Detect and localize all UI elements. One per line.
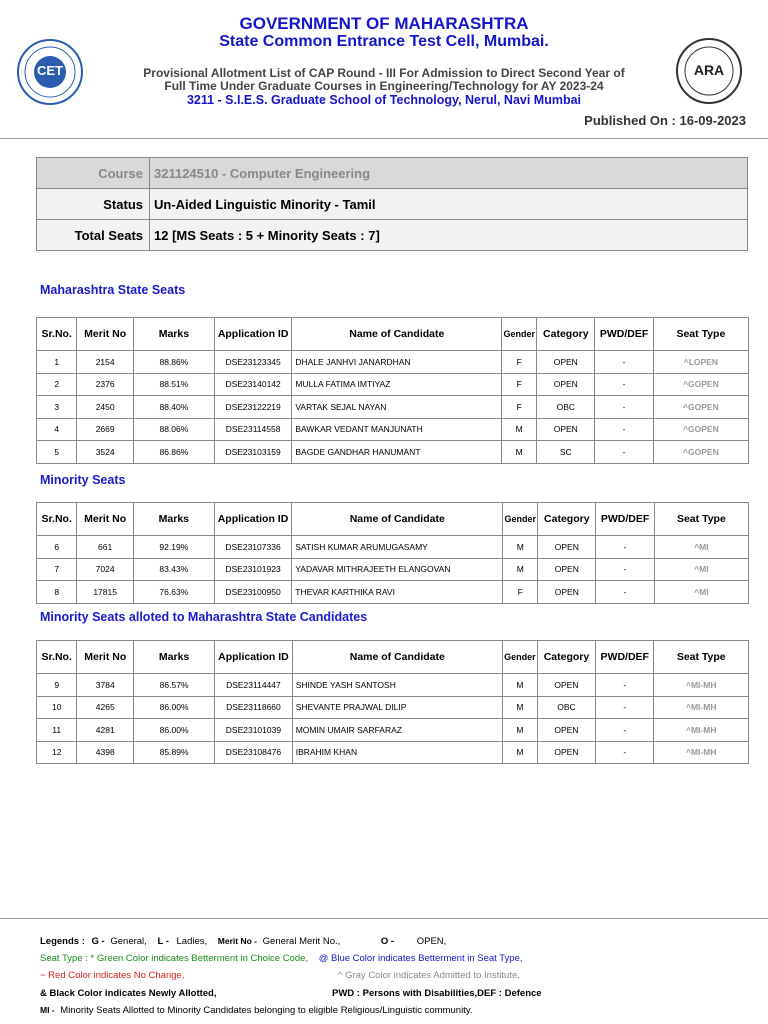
column-header-category: Category [537, 641, 595, 674]
table-row [37, 719, 749, 742]
cell-pwd-def: - [595, 441, 653, 464]
cell-seat-type: ^MI-MH [654, 741, 749, 764]
cell-marks: 86.00% [134, 696, 215, 719]
section-title-minority-ms: Minority Seats alloted to Maharashtra State Candidates [40, 610, 368, 624]
column-header-merit-no: Merit No [77, 641, 134, 674]
section-title-minority: Minority Seats [40, 473, 126, 487]
legend-pwd: PWD : Persons with Disabilities,DEF : Defence [332, 988, 542, 999]
info-label: Status [37, 189, 150, 220]
cell-seat-type: ^GOPEN [653, 418, 748, 441]
legend-mi-key: MI - [40, 1005, 55, 1015]
cell-application-id: DSE23118660 [215, 696, 293, 719]
cell-marks: 85.89% [134, 741, 215, 764]
cell-gender: M [502, 696, 537, 719]
cell-merit-no: 3524 [77, 441, 134, 464]
legend-row-1 [40, 936, 446, 947]
cell-merit-no: 3784 [77, 674, 134, 697]
cell-application-id: DSE23123345 [214, 351, 292, 374]
cell-merit-no: 17815 [77, 581, 134, 604]
cell-pwd-def: - [596, 719, 654, 742]
info-row-total-seats [37, 220, 748, 251]
ara-logo-text: ARA [693, 62, 725, 78]
legend-l-val: Ladies, [176, 936, 208, 947]
cell-gender: M [502, 441, 537, 464]
column-header-marks: Marks [133, 503, 214, 536]
table-header-row [37, 641, 749, 674]
cell-seat-type: ^MI-MH [654, 719, 749, 742]
legend-o-val: OPEN, [416, 936, 447, 947]
cell-category: OBC [537, 396, 595, 419]
legend-merit-key: Merit No - [217, 936, 257, 946]
cell-sr-no: 12 [37, 741, 77, 764]
cell-category: OPEN [537, 373, 595, 396]
cell-category: OPEN [537, 741, 595, 764]
legend-g-val: General, [110, 936, 147, 947]
table-header-row [37, 503, 749, 536]
cell-gender: F [502, 373, 537, 396]
cell-gender: M [502, 674, 537, 697]
header-allotment-list: Provisional Allotment List of CAP Round - III For Admission to Direct Second Year of [143, 66, 625, 80]
cell-candidate-name: SATISH KUMAR ARUMUGASAMY [292, 536, 503, 559]
cell-marks: 86.86% [133, 441, 214, 464]
column-header-marks: Marks [134, 641, 215, 674]
cell-category: OPEN [537, 351, 595, 374]
cell-application-id: DSE23100950 [214, 581, 291, 604]
cell-sr-no: 6 [37, 536, 77, 559]
legend-o-key: O - [380, 936, 395, 947]
cell-candidate-name: DHALE JANHVI JANARDHAN [292, 351, 502, 374]
cell-marks: 86.57% [134, 674, 215, 697]
legend-green: Seat Type : * Green Color indicates Betterment in Choice Code, [40, 953, 309, 964]
column-header-candidate-name: Name of Candidate [292, 641, 502, 674]
info-row-course [37, 158, 748, 189]
column-header-gender: Gender [502, 318, 537, 351]
cell-merit-no: 4265 [77, 696, 134, 719]
cell-candidate-name: BAGDE GANDHAR HANUMANT [292, 441, 502, 464]
cell-sr-no: 2 [37, 373, 77, 396]
cell-gender: M [503, 536, 538, 559]
column-header-application-id: Application ID [215, 641, 293, 674]
table-header-row [37, 318, 749, 351]
column-header-category: Category [538, 503, 596, 536]
cell-seat-type: ^GOPEN [653, 373, 748, 396]
info-label: Total Seats [37, 220, 150, 251]
cell-seat-type: ^MI [654, 558, 748, 581]
cell-seat-type: ^MI [654, 536, 748, 559]
header-courses: Full Time Under Graduate Courses in Engineering/Technology for AY 2023-24 [164, 79, 604, 93]
footer-divider [0, 918, 768, 919]
cell-application-id: DSE23140142 [214, 373, 292, 396]
info-label: Course [37, 158, 150, 189]
table-row [37, 351, 749, 374]
column-header-candidate-name: Name of Candidate [292, 318, 502, 351]
cell-seat-type: ^LOPEN [653, 351, 748, 374]
cell-pwd-def: - [595, 396, 653, 419]
info-value: 321124510 - Computer Engineering [150, 158, 748, 189]
table-row [37, 418, 749, 441]
cell-candidate-name: YADAVAR MITHRAJEETH ELANGOVAN [292, 558, 503, 581]
cell-application-id: DSE23101039 [215, 719, 293, 742]
cell-seat-type: ^MI-MH [654, 696, 749, 719]
cell-marks: 88.40% [133, 396, 214, 419]
cell-application-id: DSE23122219 [214, 396, 292, 419]
cell-merit-no: 4398 [77, 741, 134, 764]
cell-category: OPEN [538, 581, 596, 604]
cell-seat-type: ^MI-MH [654, 674, 749, 697]
table-row [37, 696, 749, 719]
table-row [37, 536, 749, 559]
cet-logo-text: CET [37, 63, 63, 78]
cell-sr-no: 7 [37, 558, 77, 581]
cell-merit-no: 4281 [77, 719, 134, 742]
ms-seats-table [36, 317, 749, 464]
column-header-gender: Gender [502, 641, 537, 674]
legend-red: ~ Red Color indicates No Change, [40, 970, 185, 981]
cell-application-id: DSE23114447 [215, 674, 293, 697]
cell-merit-no: 2376 [77, 373, 134, 396]
legend-label: Legends : [40, 936, 85, 947]
legend-merit-val: General Merit No., [262, 936, 341, 947]
cell-sr-no: 3 [37, 396, 77, 419]
cell-application-id: DSE23108476 [215, 741, 293, 764]
legend-row-5 [40, 1005, 473, 1016]
header-government: GOVERNMENT OF MAHARASHTRA [239, 14, 529, 33]
cell-pwd-def: - [596, 581, 654, 604]
cell-pwd-def: - [596, 558, 654, 581]
legend-row-4 [40, 988, 542, 999]
column-header-seat-type: Seat Type [654, 641, 749, 674]
cell-merit-no: 661 [77, 536, 134, 559]
table-row [37, 674, 749, 697]
cell-candidate-name: BAWKAR VEDANT MANJUNATH [292, 418, 502, 441]
cell-merit-no: 7024 [77, 558, 134, 581]
column-header-gender: Gender [503, 503, 538, 536]
cell-pwd-def: - [595, 418, 653, 441]
cell-pwd-def: - [595, 351, 653, 374]
column-header-application-id: Application ID [214, 503, 291, 536]
cell-application-id: DSE23107336 [214, 536, 291, 559]
header-divider [0, 138, 768, 139]
header-cell: State Common Entrance Test Cell, Mumbai. [219, 33, 549, 50]
info-row-status [37, 189, 748, 220]
column-header-seat-type: Seat Type [654, 503, 748, 536]
cell-marks: 88.86% [133, 351, 214, 374]
section-title-ms: Maharashtra State Seats [40, 283, 186, 297]
cell-sr-no: 9 [37, 674, 77, 697]
cell-sr-no: 1 [37, 351, 77, 374]
cell-marks: 88.06% [133, 418, 214, 441]
cell-category: SC [537, 441, 595, 464]
column-header-pwd-def: PWD/DEF [596, 641, 654, 674]
table-row [37, 741, 749, 764]
legend-blue: @ Blue Color indicates Betterment in Seat Type, [318, 953, 523, 964]
legend-l-key: L - [157, 936, 169, 947]
cell-category: OPEN [537, 719, 595, 742]
legend-grey: ^ Gray Color indicates Admitted to Institute, [338, 970, 520, 981]
cell-merit-no: 2669 [77, 418, 134, 441]
column-header-sr-no: Sr.No. [37, 503, 77, 536]
cell-gender: M [503, 558, 538, 581]
cell-candidate-name: VARTAK SEJAL NAYAN [292, 396, 502, 419]
legend-row-2 [40, 953, 523, 964]
cell-candidate-name: SHEVANTE PRAJWAL DILIP [292, 696, 502, 719]
column-header-merit-no: Merit No [77, 503, 134, 536]
cell-pwd-def: - [596, 696, 654, 719]
cell-seat-type: ^MI [654, 581, 748, 604]
column-header-seat-type: Seat Type [653, 318, 748, 351]
cell-pwd-def: - [596, 741, 654, 764]
column-header-marks: Marks [133, 318, 214, 351]
cell-category: OPEN [537, 674, 595, 697]
info-value: Un-Aided Linguistic Minority - Tamil [150, 189, 748, 220]
cell-application-id: DSE23114558 [214, 418, 292, 441]
cell-seat-type: ^GOPEN [653, 396, 748, 419]
column-header-candidate-name: Name of Candidate [292, 503, 503, 536]
table-row [37, 441, 749, 464]
cell-sr-no: 11 [37, 719, 77, 742]
cell-merit-no: 2450 [77, 396, 134, 419]
legend-row-3 [40, 970, 520, 981]
legend-g-key: G - [91, 936, 105, 947]
cell-marks: 86.00% [134, 719, 215, 742]
cell-category: OPEN [538, 558, 596, 581]
cell-candidate-name: IBRAHIM KHAN [292, 741, 502, 764]
column-header-sr-no: Sr.No. [37, 641, 77, 674]
cell-sr-no: 10 [37, 696, 77, 719]
minority-ms-seats-table [36, 640, 749, 764]
cell-candidate-name: MOMIN UMAIR SARFARAZ [292, 719, 502, 742]
column-header-category: Category [537, 318, 595, 351]
column-header-pwd-def: PWD/DEF [596, 503, 654, 536]
cell-category: OBC [537, 696, 595, 719]
legend-black: & Black Color indicates Newly Allotted, [40, 988, 217, 999]
cell-pwd-def: - [595, 373, 653, 396]
cell-gender: F [502, 351, 537, 374]
table-row [37, 581, 749, 604]
table-row [37, 558, 749, 581]
info-value: 12 [MS Seats : 5 + Minority Seats : 7] [150, 220, 748, 251]
published-date: Published On : 16-09-2023 [584, 113, 746, 128]
cell-pwd-def: - [596, 536, 654, 559]
cell-gender: F [503, 581, 538, 604]
cell-marks: 76.63% [133, 581, 214, 604]
legend-mi-val: Minority Seats Allotted to Minority Candidates belonging to eligible Religious/Linguistic community. [60, 1005, 473, 1016]
cell-candidate-name: MULLA FATIMA IMTIYAZ [292, 373, 502, 396]
cell-category: OPEN [537, 418, 595, 441]
header-institute: 3211 - S.I.E.S. Graduate School of Technology, Nerul, Navi Mumbai [186, 93, 582, 107]
cell-gender: M [502, 741, 537, 764]
cell-gender: F [502, 396, 537, 419]
cell-marks: 88.51% [133, 373, 214, 396]
cell-application-id: DSE23101923 [214, 558, 291, 581]
cell-marks: 83.43% [133, 558, 214, 581]
cell-sr-no: 5 [37, 441, 77, 464]
cell-merit-no: 2154 [77, 351, 134, 374]
cell-application-id: DSE23103159 [214, 441, 292, 464]
cell-gender: M [502, 719, 537, 742]
cell-candidate-name: SHINDE YASH SANTOSH [292, 674, 502, 697]
column-header-pwd-def: PWD/DEF [595, 318, 653, 351]
cell-candidate-name: THEVAR KARTHIKA RAVI [292, 581, 503, 604]
column-header-application-id: Application ID [214, 318, 292, 351]
cell-sr-no: 8 [37, 581, 77, 604]
column-header-sr-no: Sr.No. [37, 318, 77, 351]
cell-category: OPEN [538, 536, 596, 559]
cell-gender: M [502, 418, 537, 441]
table-row [37, 396, 749, 419]
column-header-merit-no: Merit No [77, 318, 134, 351]
cell-marks: 92.19% [133, 536, 214, 559]
table-row [37, 373, 749, 396]
cell-sr-no: 4 [37, 418, 77, 441]
cell-seat-type: ^GOPEN [653, 441, 748, 464]
cell-pwd-def: - [596, 674, 654, 697]
minority-seats-table [36, 502, 749, 604]
course-info-table [36, 157, 748, 251]
